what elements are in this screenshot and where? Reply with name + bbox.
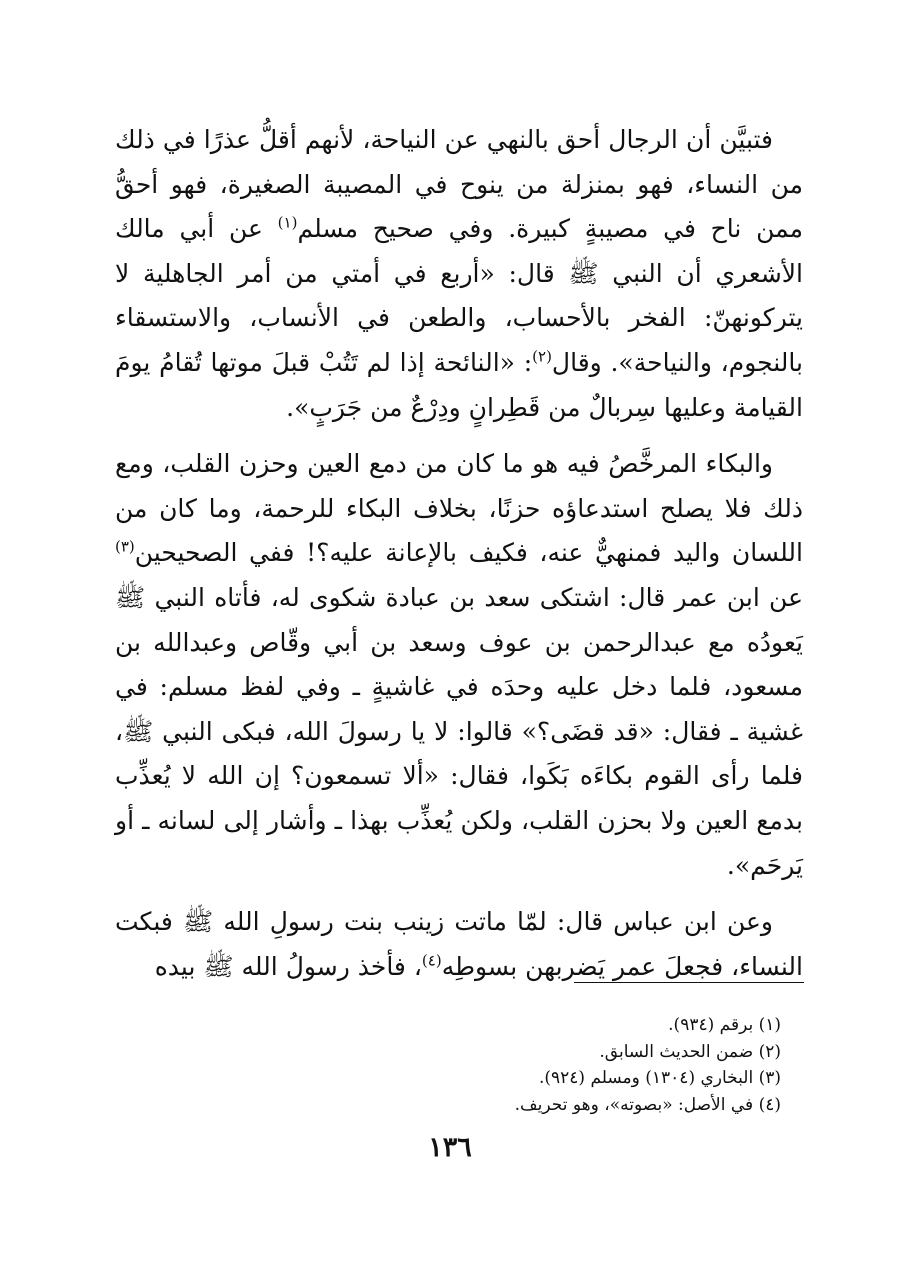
text-run: وعن ابن عباس قال: لمّا ماتت زينب بنت رسولِ الله ﷺ فبكت النساء، فجعلَ عمر يَضربهن بسوطِه — [115, 907, 803, 981]
text-run: : «النائحة إذا لم تَتُبْ قبلَ موتها تُقامُ يومَ القيامة وعليها سِربالٌ من قَطِرانٍ ودِرْعٌ من جَرَبٍ». — [115, 347, 803, 422]
text-run: عن أبي مالك الأشعري أن النبي ﷺ قال: «أربع في أمتي من أمر الجاهلية لا يتركونهنّ: الفخر بالأحساب، والطعن في الأنساب، والاستسقاء بالنجوم، والنياحة». وقال — [115, 214, 803, 377]
footnote-ref-3: (٣) — [115, 538, 135, 557]
page-number: ١٣٦ — [428, 1132, 472, 1163]
footnote-ref-4: (٤) — [421, 951, 442, 970]
paragraph-3 — [115, 900, 803, 989]
footnote-1: (١) برقم (٩٣٤). — [668, 1015, 781, 1035]
text-run: عن ابن عمر قال: اشتكى سعد بن عبادة شكوى له، فأتاه النبي ﷺ يَعودُه مع عبدالرحمن بن عوف وسعد بن أبي وقّاص وعبدالله بن مسعود، فلما دخل عليه وحدَه في غاشيةٍ ـ وفي لفظ مسلم: في غشية ـ فقال: «قد قضَى؟» قالوا: لا يا رسولَ الله، فبكى النبي ﷺ، فلما رأى القوم بكاءَه بَكَوا، فقال: «ألا تسمعون؟ إن الله لا يُعذِّب بدمع العين ولا بحزن القلب، ولكن يُعذِّب بهذا ـ وأشار إلى لسانه ـ أو يَرحَم». — [115, 582, 803, 880]
footnote-3: (٣) البخاري (١٣٠٤) ومسلم (٩٢٤). — [538, 1068, 781, 1088]
paragraph-2 — [115, 442, 803, 888]
text-run: ، فأخذ رسولُ الله ﷺ بيده — [154, 951, 422, 981]
paragraph-1 — [115, 118, 803, 430]
text-run: فتبيَّن أن الرجال أحق بالنهي عن النياحة، لأنهم أقلُّ عذرًا في ذلك من النساء، فهو بمنزلة من ينوح في المصيبة الصغيرة، فهو أحقُّ ممن ناح في مصيبةٍ كبيرة. وفي صحيح مسلم — [115, 125, 803, 244]
footnote-ref-1: (١) — [277, 213, 298, 232]
text-run: والبكاء المرخَّصُ فيه هو ما كان من دمع العين وحزن القلب، ومع ذلك فلا يصلح استدعاؤه حزنًا، بخلاف البكاء للرحمة، وما كان من اللسان واليد فمنهيٌّ عنه، فكيف بالإعانة عليه؟! ففي الصحيحين — [115, 449, 803, 568]
footnotes — [115, 1012, 803, 1118]
footnote-ref-2: (٢) — [532, 347, 552, 366]
footnote-separator — [574, 982, 804, 983]
main-text — [115, 118, 803, 1001]
footnote-4: (٤) في الأصل: «بصوته»، وهو تحريف. — [514, 1094, 781, 1115]
footnote-2: (٢) ضمن الحديث السابق. — [599, 1041, 781, 1062]
